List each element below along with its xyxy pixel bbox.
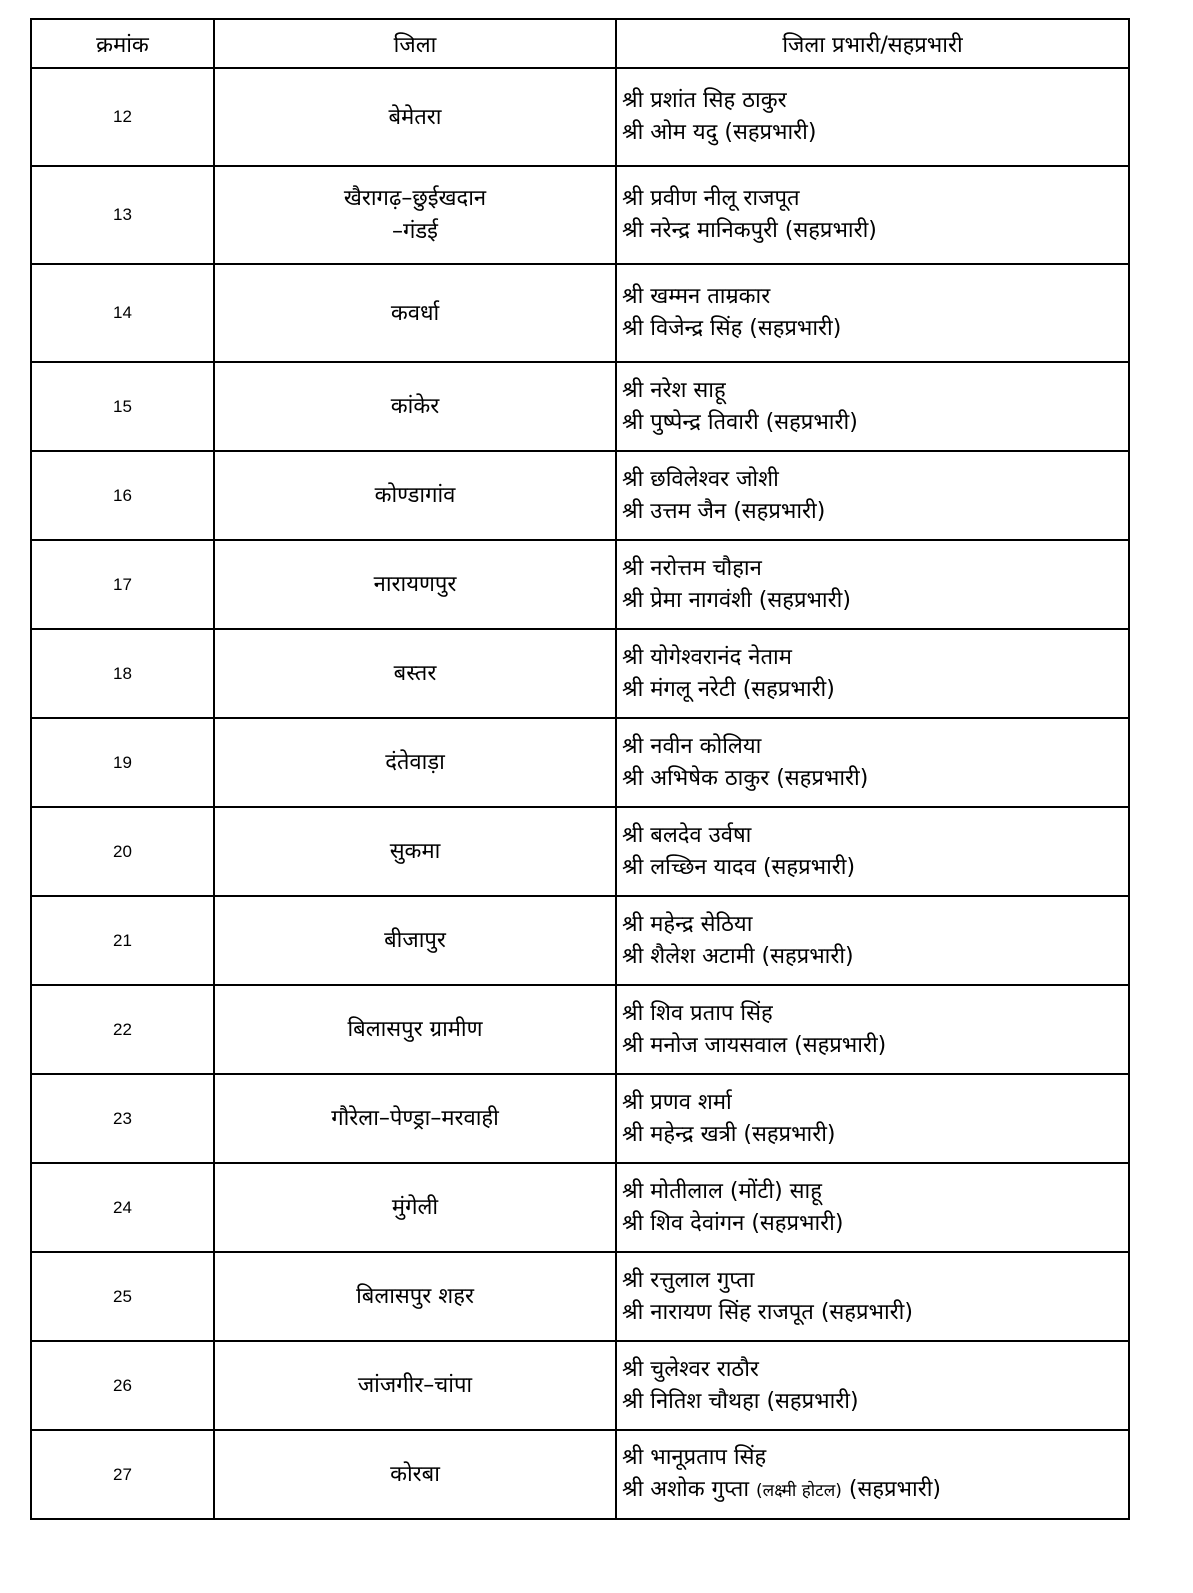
co-incharge-name: श्री महेन्द्र खत्री (सहप्रभारी)	[622, 1121, 836, 1147]
table-row	[31, 1163, 1129, 1252]
row-number: 27	[31, 1430, 214, 1519]
co-incharge-name: श्री मनोज जायसवाल (सहप्रभारी)	[622, 1032, 887, 1058]
table-row	[31, 166, 1129, 264]
co-incharge-name: श्री अशोक गुप्ता (लक्ष्मी होटल) (सहप्रभारी)	[622, 1477, 941, 1502]
table-row	[31, 1074, 1129, 1163]
table-row	[31, 362, 1129, 451]
table-row	[31, 68, 1129, 166]
district-incharge-table	[30, 18, 1130, 1520]
co-incharge-name: श्री नारायण सिंह राजपूत (सहप्रभारी)	[622, 1299, 913, 1325]
row-number: 14	[31, 264, 214, 362]
table-row	[31, 264, 1129, 362]
incharge-name: श्री महेन्द्र सेठिया	[622, 911, 753, 937]
row-number: 12	[31, 68, 214, 166]
incharge-name: श्री छविलेश्वर जोशी	[622, 466, 779, 492]
incharge-name: श्री मोतीलाल (मोंटी) साहू	[622, 1178, 822, 1204]
incharge-name: श्री बलदेव उर्वषा	[622, 822, 752, 848]
incharge-name: श्री प्रणव शर्मा	[622, 1089, 732, 1115]
district-name: सुकमा	[214, 807, 616, 896]
incharge-name: श्री नवीन कोलिया	[622, 733, 762, 759]
incharge-cell	[616, 718, 1129, 807]
district-name: बेमेतरा	[214, 68, 616, 166]
incharge-cell	[616, 1252, 1129, 1341]
district-name: नारायणपुर	[214, 540, 616, 629]
header-incharge: जिला प्रभारी/सहप्रभारी	[616, 19, 1129, 68]
co-incharge-name: श्री ओम यदु (सहप्रभारी)	[622, 120, 817, 145]
incharge-cell	[616, 1430, 1129, 1519]
table-row	[31, 1341, 1129, 1430]
header-district: जिला	[214, 19, 616, 68]
row-number: 25	[31, 1252, 214, 1341]
district-name: गौरेला–पेण्ड्रा–मरवाही	[214, 1074, 616, 1163]
row-number: 26	[31, 1341, 214, 1430]
header-serial: क्रमांक	[31, 19, 214, 68]
co-incharge-name: श्री पुष्पेन्द्र तिवारी (सहप्रभारी)	[622, 409, 858, 435]
incharge-name: श्री प्रशांत सिह ठाकुर	[622, 88, 787, 113]
incharge-cell	[616, 264, 1129, 362]
incharge-cell	[616, 807, 1129, 896]
co-incharge-name: श्री नरेन्द्र मानिकपुरी (सहप्रभारी)	[622, 218, 877, 243]
incharge-cell	[616, 896, 1129, 985]
table-row	[31, 1430, 1129, 1519]
co-incharge-name: श्री शिव देवांगन (सहप्रभारी)	[622, 1210, 844, 1236]
district-name: कोरबा	[214, 1430, 616, 1519]
co-incharge-name: श्री शैलेश अटामी (सहप्रभारी)	[622, 943, 854, 969]
co-incharge-name: श्री लच्छिन यादव (सहप्रभारी)	[622, 854, 856, 880]
district-name: खैरागढ़–छुईखदान –गंडई	[214, 166, 616, 264]
district-name: कोण्डागांव	[214, 451, 616, 540]
district-name: बिलासपुर ग्रामीण	[214, 985, 616, 1074]
header-row	[31, 19, 1129, 68]
row-number: 17	[31, 540, 214, 629]
co-incharge-name: श्री नितिश चौथहा (सहप्रभारी)	[622, 1388, 859, 1414]
district-name: दंतेवाड़ा	[214, 718, 616, 807]
district-name: कवर्धा	[214, 264, 616, 362]
incharge-cell	[616, 362, 1129, 451]
row-number: 13	[31, 166, 214, 264]
row-number: 20	[31, 807, 214, 896]
incharge-name: श्री भानूप्रताप सिंह	[622, 1445, 767, 1470]
incharge-name: श्री योगेश्वरानंद नेताम	[622, 644, 792, 670]
table-row	[31, 896, 1129, 985]
incharge-name: श्री चुलेश्वर राठौर	[622, 1356, 759, 1382]
district-name: मुंगेली	[214, 1163, 616, 1252]
incharge-cell	[616, 540, 1129, 629]
incharge-cell	[616, 985, 1129, 1074]
row-number: 18	[31, 629, 214, 718]
incharge-name: श्री प्रवीण नीलू राजपूत	[622, 186, 800, 211]
row-number: 21	[31, 896, 214, 985]
district-name: बस्तर	[214, 629, 616, 718]
table-row	[31, 1252, 1129, 1341]
incharge-cell	[616, 1341, 1129, 1430]
row-number: 23	[31, 1074, 214, 1163]
district-name: जांजगीर–चांपा	[214, 1341, 616, 1430]
table-row	[31, 451, 1129, 540]
co-incharge-name: श्री उत्तम जैन (सहप्रभारी)	[622, 498, 826, 524]
district-name: बिलासपुर शहर	[214, 1252, 616, 1341]
incharge-cell	[616, 1163, 1129, 1252]
co-incharge-name: श्री अभिषेक ठाकुर (सहप्रभारी)	[622, 765, 869, 791]
incharge-name: श्री रत्तुलाल गुप्ता	[622, 1267, 755, 1293]
incharge-name: श्री नरेश साहू	[622, 377, 726, 403]
co-incharge-name: श्री मंगलू नरेटी (सहप्रभारी)	[622, 676, 835, 702]
row-number: 22	[31, 985, 214, 1074]
co-incharge-name: श्री विजेन्द्र सिंह (सहप्रभारी)	[622, 316, 842, 341]
incharge-cell	[616, 629, 1129, 718]
incharge-cell	[616, 451, 1129, 540]
incharge-name: श्री शिव प्रताप सिंह	[622, 1000, 773, 1026]
district-name: कांकेर	[214, 362, 616, 451]
district-name: बीजापुर	[214, 896, 616, 985]
co-incharge-name: श्री प्रेमा नागवंशी (सहप्रभारी)	[622, 587, 851, 613]
row-number: 15	[31, 362, 214, 451]
row-number: 16	[31, 451, 214, 540]
table-row	[31, 540, 1129, 629]
row-number: 19	[31, 718, 214, 807]
incharge-name: श्री खम्मन ताम्रकार	[622, 284, 771, 309]
incharge-name: श्री नरोत्तम चौहान	[622, 555, 762, 581]
incharge-cell	[616, 1074, 1129, 1163]
incharge-cell	[616, 166, 1129, 264]
row-number: 24	[31, 1163, 214, 1252]
table-row	[31, 629, 1129, 718]
table-row	[31, 985, 1129, 1074]
table-row	[31, 807, 1129, 896]
table-row	[31, 718, 1129, 807]
incharge-cell	[616, 68, 1129, 166]
